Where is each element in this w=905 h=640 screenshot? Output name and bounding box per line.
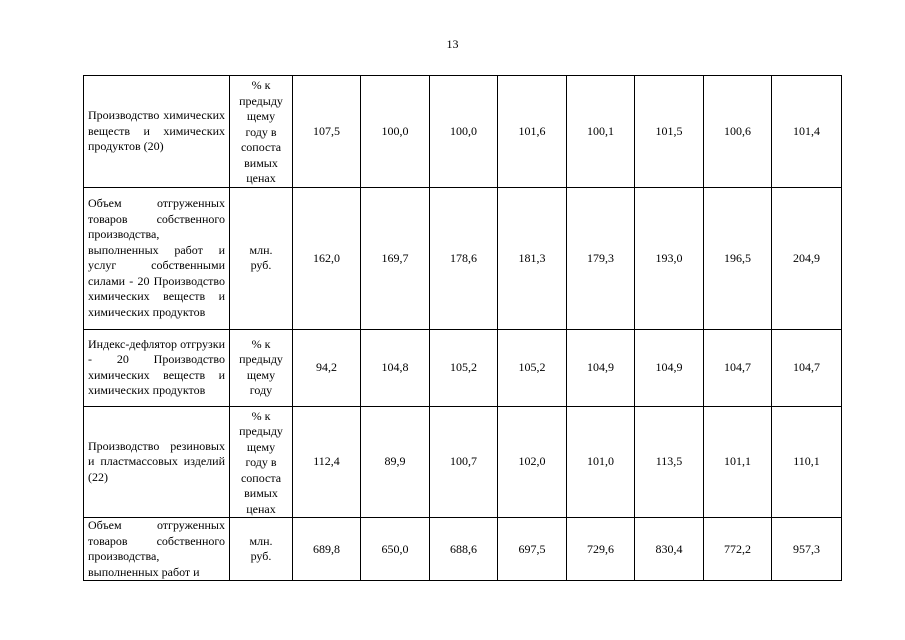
unit-cell: % к предыду щему году [230,329,293,406]
unit-cell: % к предыду щему году в сопоста вимых ценах [230,76,293,188]
indicator-cell: Производство химических веществ и химических продуктов (20) [84,76,230,188]
value-cell: 772,2 [704,518,772,581]
value-cell: 162,0 [293,187,361,329]
value-cell: 204,9 [772,187,842,329]
value-cell: 101,4 [772,76,842,188]
value-cell: 101,5 [635,76,704,188]
value-cell: 104,7 [772,329,842,406]
value-cell: 105,2 [430,329,498,406]
value-cell: 830,4 [635,518,704,581]
value-cell: 105,2 [498,329,567,406]
indicator-cell: Производство резиновых и пластмассовых изделий (22) [84,406,230,518]
value-cell: 107,5 [293,76,361,188]
value-cell: 181,3 [498,187,567,329]
indicator-cell: Объем отгруженных товаров собственного производства, выполненных работ и [84,518,230,581]
page-number: 13 [446,37,459,51]
value-cell: 697,5 [498,518,567,581]
value-cell: 112,4 [293,406,361,518]
value-cell: 193,0 [635,187,704,329]
value-cell: 100,7 [430,406,498,518]
value-cell: 100,0 [361,76,430,188]
table-row [84,329,842,406]
table-row [84,76,842,188]
value-cell: 169,7 [361,187,430,329]
value-cell: 101,0 [567,406,635,518]
value-cell: 102,0 [498,406,567,518]
value-cell: 729,6 [567,518,635,581]
unit-cell: % к предыду щему году в сопоста вимых ценах [230,406,293,518]
value-cell: 101,1 [704,406,772,518]
table-row [84,187,842,329]
value-cell: 957,3 [772,518,842,581]
value-cell: 689,8 [293,518,361,581]
indicator-cell: Объем отгруженных товаров собственного производства, выполненных работ и услуг собственными силами - 20 Производство химических веществ и химических продуктов [84,187,230,329]
value-cell: 100,1 [567,76,635,188]
value-cell: 113,5 [635,406,704,518]
value-cell: 688,6 [430,518,498,581]
unit-cell: млн. руб. [230,518,293,581]
table-row [84,406,842,518]
value-cell: 178,6 [430,187,498,329]
value-cell: 104,7 [704,329,772,406]
value-cell: 104,9 [567,329,635,406]
value-cell: 196,5 [704,187,772,329]
unit-cell: млн. руб. [230,187,293,329]
value-cell: 110,1 [772,406,842,518]
value-cell: 89,9 [361,406,430,518]
value-cell: 179,3 [567,187,635,329]
table-row [84,518,842,581]
indicator-cell: Индекс-дефлятор отгрузки - 20 Производство химических веществ и химических продуктов [84,329,230,406]
value-cell: 100,0 [430,76,498,188]
value-cell: 104,9 [635,329,704,406]
value-cell: 650,0 [361,518,430,581]
value-cell: 94,2 [293,329,361,406]
value-cell: 104,8 [361,329,430,406]
value-cell: 100,6 [704,76,772,188]
indicators-table [83,75,842,581]
value-cell: 101,6 [498,76,567,188]
